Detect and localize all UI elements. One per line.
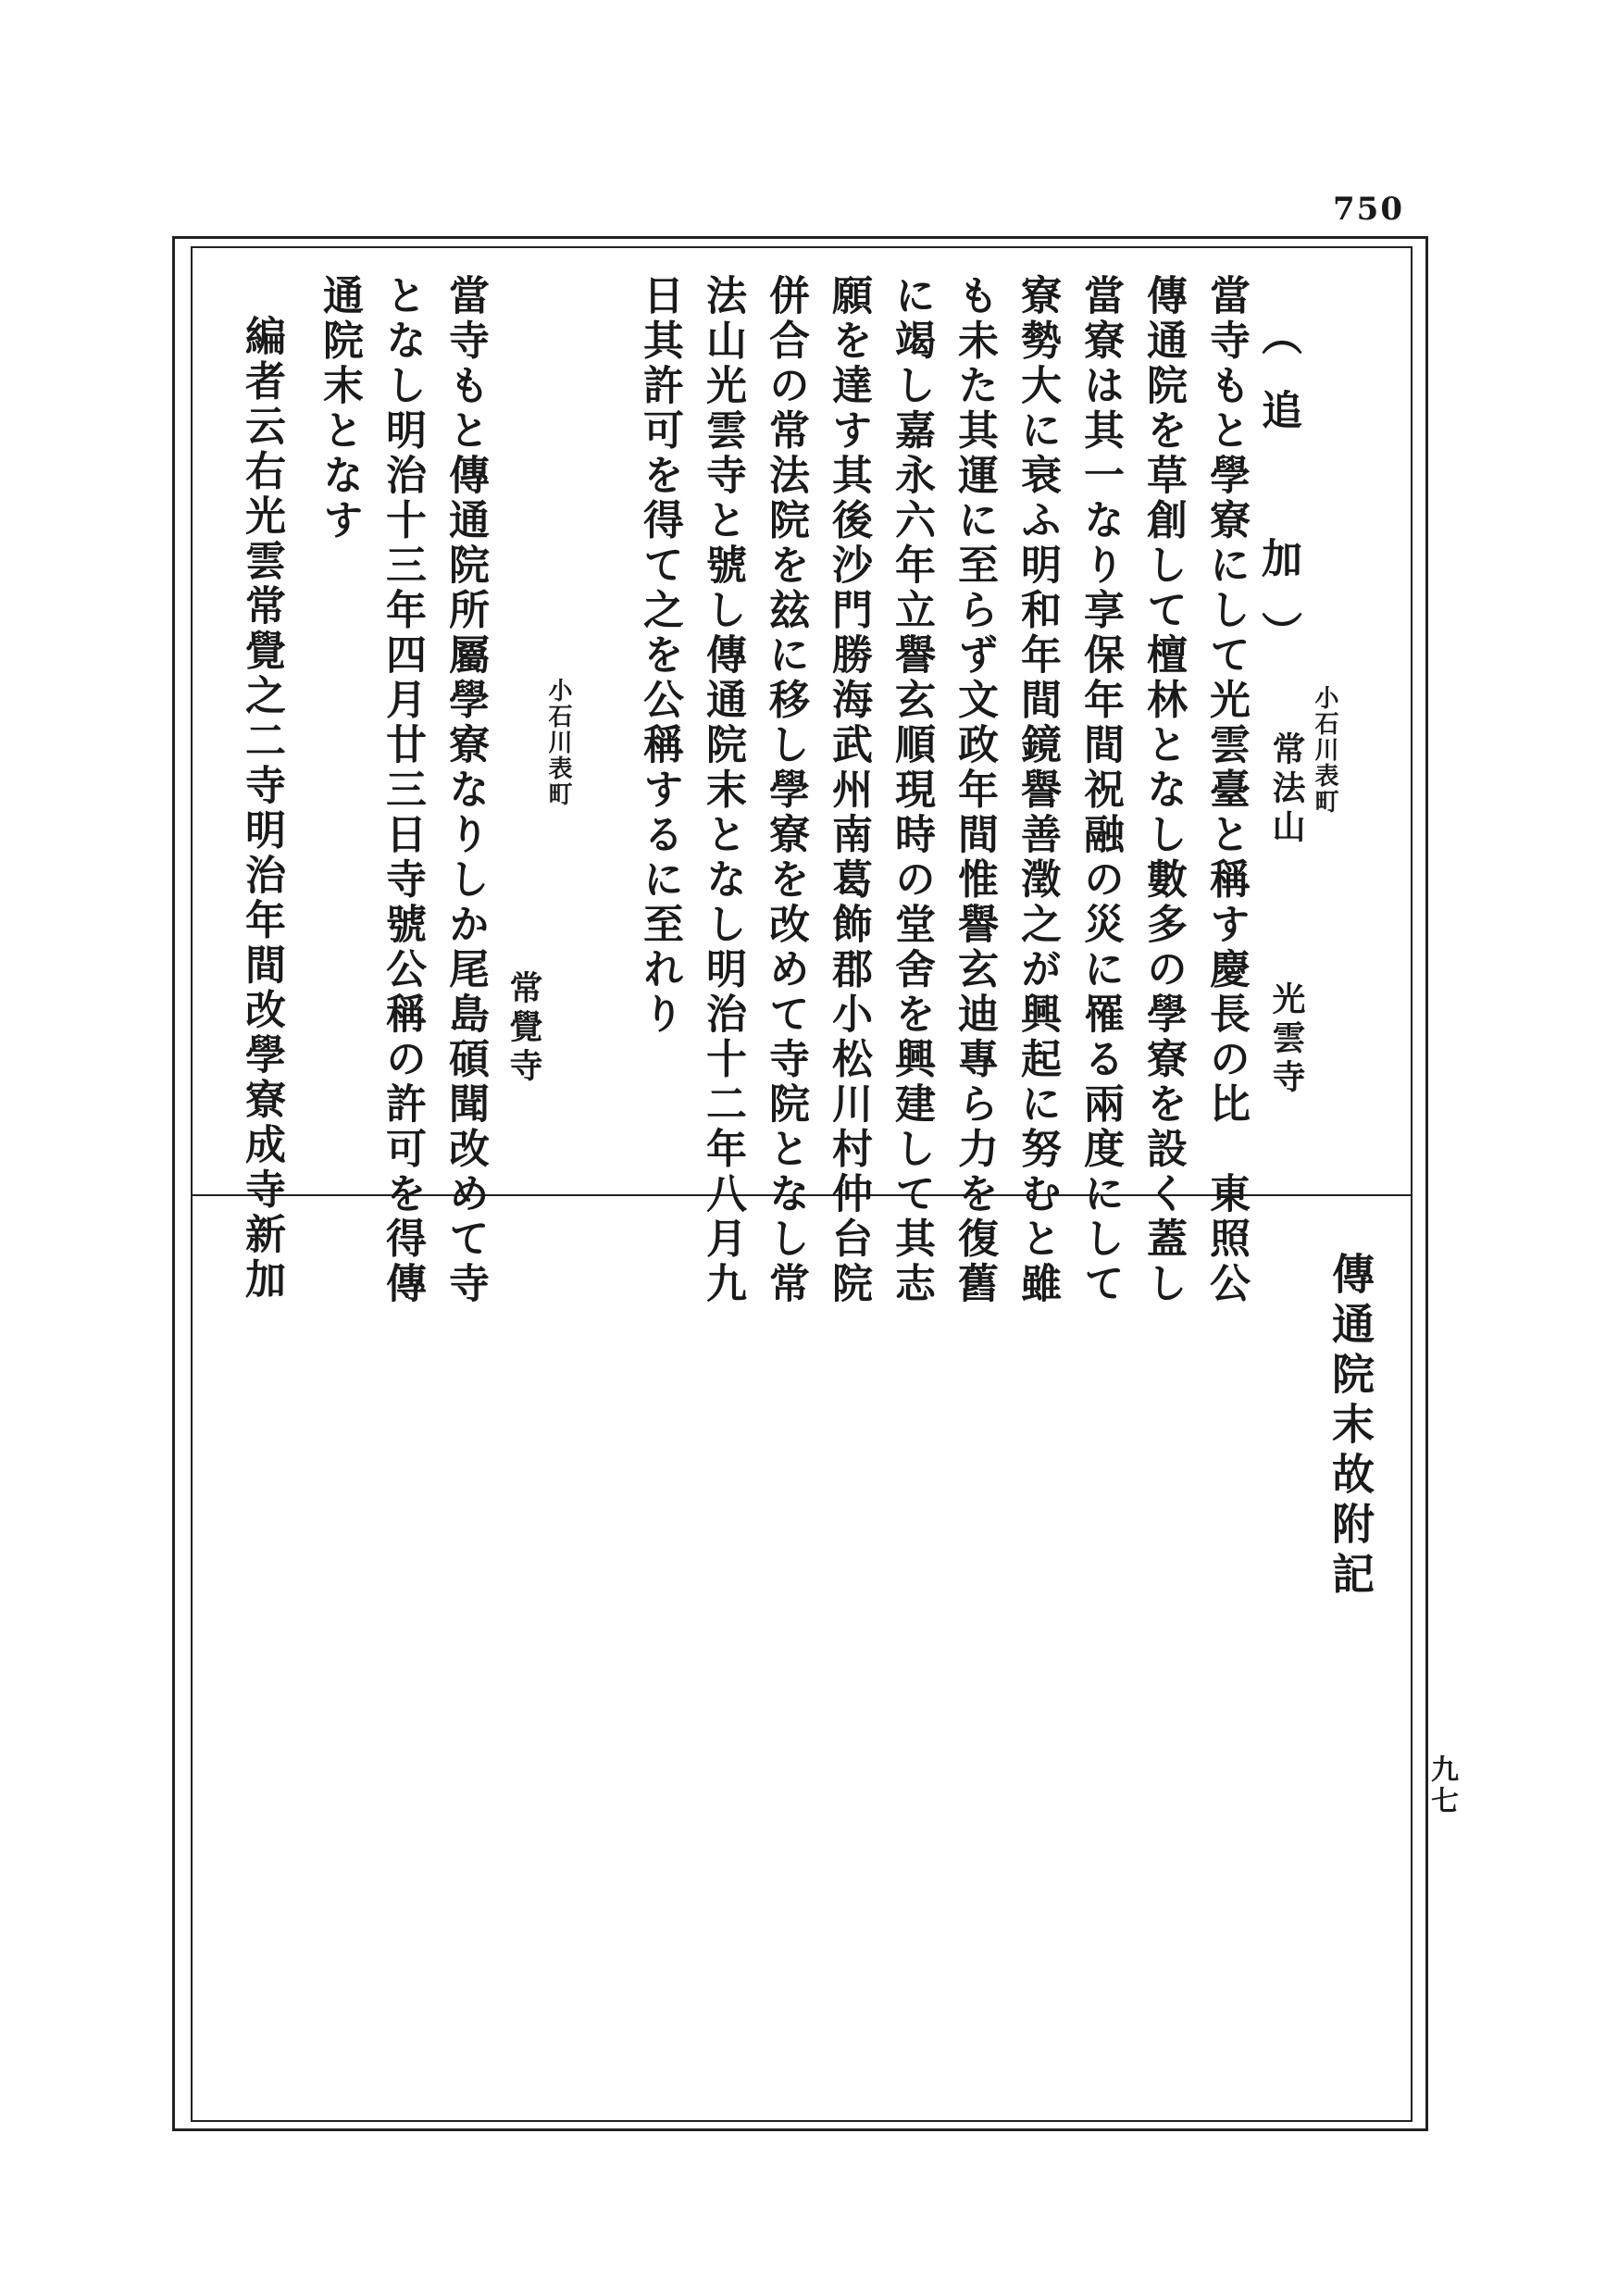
entry1-mountain: 常法山: [1267, 731, 1306, 848]
entry2-line-3: 通院末となす: [316, 274, 363, 543]
page-number: 750: [1333, 191, 1404, 228]
entry1-line-9: 法山光雲寺と號し傳通院末となし明治十二年八月九: [699, 274, 746, 1307]
entry1-line-2: 傳通院を草創して檀林となし數多の學寮を設く蓋し: [1139, 274, 1187, 1307]
entry1-line-7: 願を達す其後沙門勝海武州南葛飾郡小松川村仲台院: [825, 274, 872, 1307]
entry2-line-1: 當寺もと傳通院所屬學寮なりしか尾島碩聞改めて寺: [442, 274, 489, 1307]
entry1-line-1: 當寺もと學寮にして光雲臺と稱す慶長の比 東照公: [1202, 274, 1250, 1307]
entry1-location: 小石川表町: [1311, 685, 1338, 815]
folio: 九七: [1425, 1754, 1458, 1817]
entry1-line-8: 併合の常法院を玆に移し學寮を改めて寺院となし常: [762, 274, 809, 1307]
entry1-line-6: に竭し嘉永六年立譽玄順現時の堂舍を興建して其志: [888, 274, 935, 1307]
entry1-line-4: 寮勢大に衰ふ明和年間鏡譽善澂之が興起に努むと雖: [1014, 274, 1061, 1307]
entry1-temple: 光雲寺: [1267, 981, 1306, 1098]
entry2-temple: 常覺寺: [504, 970, 543, 1087]
entry1-line-3: 當寮は其一なり享保年間祝融の災に罹る兩度にして: [1077, 274, 1124, 1307]
entry1-line-5: も未た其運に至らず文政年間惟譽玄迪專ら力を復舊: [951, 274, 998, 1307]
side-title: 傳通院末故附記: [1326, 1252, 1375, 1602]
editor-note: 編者云右光雲常覺之二寺明治年間改學寮成寺新加: [238, 315, 285, 1303]
entry1-line-10: 日其許可を得て之を公稱するに至れり: [636, 274, 683, 1038]
entry2-location: 小石川表町: [544, 678, 572, 807]
section-heading: （追 加）: [1254, 315, 1301, 685]
entry2-line-2: となし明治十三年四月廿三日寺號公稱の許可を得傳: [379, 274, 426, 1307]
